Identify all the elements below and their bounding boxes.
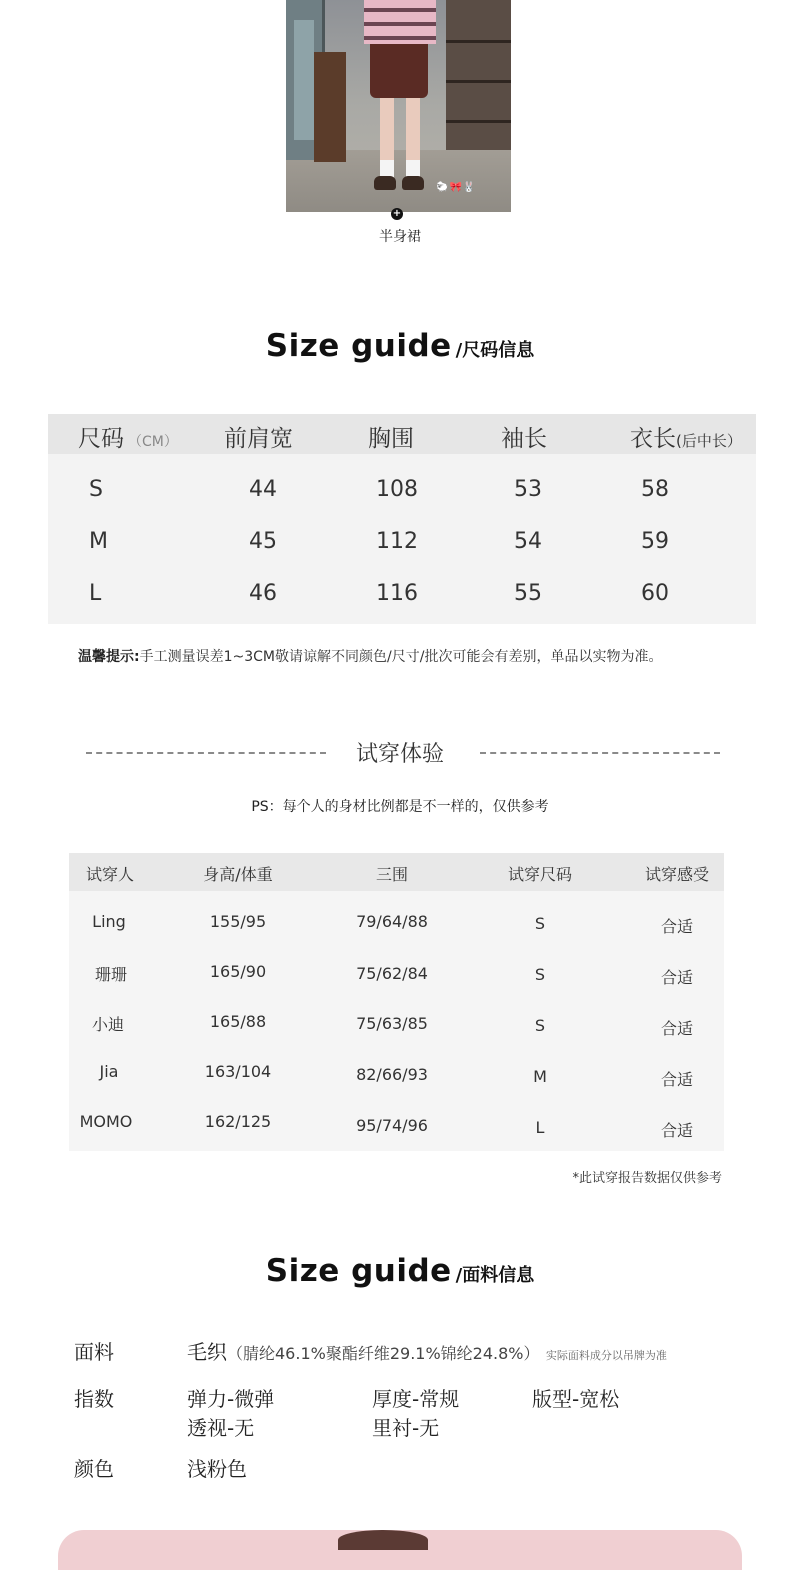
material-row xyxy=(187,1336,667,1365)
plus-icon[interactable]: + xyxy=(392,208,402,219)
trial-row-measurements: 75/62/84 xyxy=(356,964,428,983)
trial-row-feel: 合适 xyxy=(660,917,693,936)
trial-row-feel: 合适 xyxy=(660,1121,693,1140)
header-shoulder: 前肩宽 xyxy=(224,426,293,452)
trial-header-height-weight: 身高/体重 xyxy=(203,865,273,884)
size-row-m-length: 59 xyxy=(641,529,669,554)
index-fit: 版型-宽松 xyxy=(532,1387,620,1411)
bottom-product-image xyxy=(58,1530,742,1570)
trial-row-person: Ling xyxy=(92,912,126,931)
index-transparency: 透视-无 xyxy=(187,1416,255,1440)
trial-row-measurements: 95/74/96 xyxy=(356,1116,428,1135)
trial-row-size: S xyxy=(534,914,546,933)
size-row-m-bust: 112 xyxy=(376,529,418,554)
size-row-s-length: 58 xyxy=(641,477,669,502)
trial-table xyxy=(69,853,724,1151)
trial-row-height-weight: 155/95 xyxy=(209,912,267,931)
trial-ps-note: PS：每个人的身材比例都是不一样的，仅供参考 xyxy=(251,799,549,815)
trial-header-person: 试穿人 xyxy=(85,865,134,884)
fabric-title-en: Size guide xyxy=(265,1253,452,1289)
measurement-note xyxy=(78,646,662,666)
trial-row-feel: 合适 xyxy=(660,968,693,987)
product-photo xyxy=(286,0,511,212)
divider-left xyxy=(86,752,326,754)
fabric-title-cn: /面料信息 xyxy=(455,1265,535,1286)
header-bust: 胸围 xyxy=(368,426,414,452)
size-row-s-size: S xyxy=(89,477,103,502)
trial-footnote: *此试穿报告数据仅供参考 xyxy=(572,1171,722,1186)
color-value: 浅粉色 xyxy=(187,1457,247,1481)
size-row-l-size: L xyxy=(89,581,102,606)
material-label: 面料 xyxy=(74,1340,114,1364)
size-row-s-sleeve: 53 xyxy=(514,477,542,502)
trial-row-measurements: 75/63/85 xyxy=(356,1014,428,1033)
trial-row-height-weight: 165/90 xyxy=(209,962,267,981)
header-size: 尺码 （CM） xyxy=(78,426,178,452)
trial-row-person: 小迪 xyxy=(91,1015,124,1034)
size-row-m-size: M xyxy=(89,529,108,554)
material-note: 实际面料成分以吊牌为准 xyxy=(545,1349,667,1362)
trial-row-size: S xyxy=(534,965,546,984)
trial-row-person: 珊珊 xyxy=(94,965,127,984)
header-length: 衣长(后中长） xyxy=(630,426,742,452)
trial-row-measurements: 82/66/93 xyxy=(356,1065,428,1084)
trial-row-height-weight: 163/104 xyxy=(204,1062,272,1081)
note-text: 手工测量误差1~3CM敬请谅解不同颜色/尺寸/批次可能会有差别，单品以实物为准。 xyxy=(139,649,663,665)
trial-title: 试穿体验 xyxy=(355,742,444,767)
header-unit: （CM） xyxy=(128,434,178,450)
size-row-l-sleeve: 55 xyxy=(514,581,542,606)
header-sleeve: 袖长 xyxy=(501,426,547,452)
size-row-s-shoulder: 44 xyxy=(249,477,277,502)
index-elasticity: 弹力-微弹 xyxy=(187,1387,275,1411)
index-lining: 里衬-无 xyxy=(372,1416,440,1440)
size-row-m-sleeve: 54 xyxy=(514,529,542,554)
trial-header-feel: 试穿感受 xyxy=(644,865,709,884)
size-guide-title xyxy=(0,328,800,364)
note-label: 温馨提示: xyxy=(78,649,140,665)
header-length-note: (后中长） xyxy=(676,432,742,450)
size-row-l-length: 60 xyxy=(641,581,669,606)
fabric-title xyxy=(0,1253,800,1289)
material-value: 毛织 xyxy=(187,1340,227,1364)
size-guide-title-cn: /尺码信息 xyxy=(455,340,535,361)
trial-row-feel: 合适 xyxy=(660,1019,693,1038)
trial-row-height-weight: 165/88 xyxy=(209,1012,267,1031)
index-label: 指数 xyxy=(74,1387,114,1411)
size-row-l-shoulder: 46 xyxy=(249,581,277,606)
size-row-s-bust: 108 xyxy=(376,477,418,502)
photo-caption: 半身裙 xyxy=(379,229,421,245)
divider-right xyxy=(480,752,720,754)
index-thickness: 厚度-常规 xyxy=(372,1387,460,1411)
size-guide-title-en: Size guide xyxy=(265,328,452,364)
size-row-l-bust: 116 xyxy=(376,581,418,606)
trial-header-measurements: 三围 xyxy=(375,865,408,884)
color-label: 颜色 xyxy=(74,1457,114,1481)
material-detail: （腈纶46.1%聚酯纤维29.1%锦纶24.8%） xyxy=(227,1344,540,1363)
trial-row-person: Jia xyxy=(99,1062,119,1081)
trial-row-height-weight: 162/125 xyxy=(204,1112,272,1131)
trial-row-size: L xyxy=(535,1118,545,1137)
trial-row-measurements: 79/64/88 xyxy=(356,912,428,931)
sticker-decorations: 🐑🎀🐰 xyxy=(436,182,477,193)
trial-row-size: M xyxy=(533,1067,547,1086)
trial-row-person: MOMO xyxy=(79,1112,133,1131)
trial-row-feel: 合适 xyxy=(660,1070,693,1089)
trial-header-size: 试穿尺码 xyxy=(507,865,572,884)
trial-row-size: S xyxy=(534,1016,546,1035)
size-row-m-shoulder: 45 xyxy=(249,529,277,554)
